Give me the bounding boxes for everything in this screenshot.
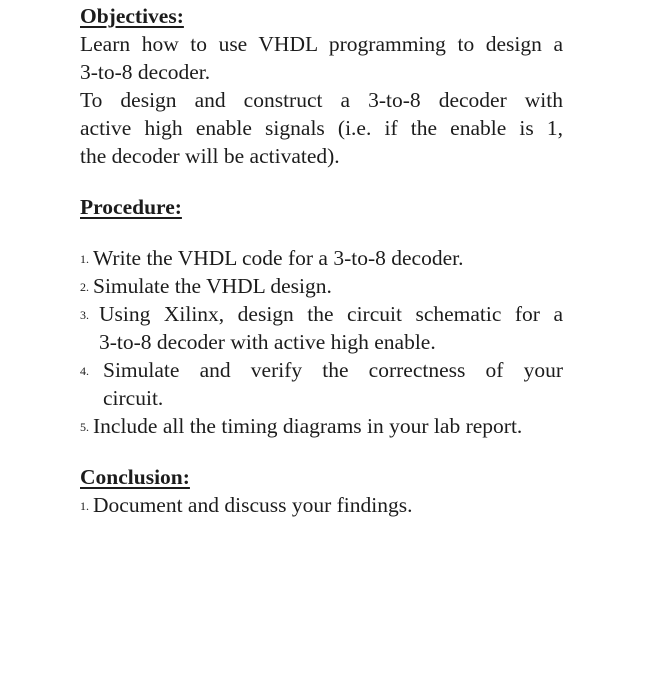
step-text-continued: circuit. xyxy=(103,386,164,410)
step-text: Simulate the VHDL design. xyxy=(93,274,332,298)
step-number: 1. xyxy=(80,252,89,266)
objectives-heading: Objectives: xyxy=(80,4,184,28)
objectives-line: active high enable signals (i.e. if the enable is 1, xyxy=(80,116,563,140)
conclusion-heading: Conclusion: xyxy=(80,465,190,489)
step-text: Simulate and verify the correctness of your xyxy=(103,358,563,382)
objectives-line: Learn how to use VHDL programming to design a xyxy=(80,32,563,56)
objectives-line: the decoder will be activated). xyxy=(80,144,340,168)
procedure-step xyxy=(80,244,563,272)
step-text: Include all the timing diagrams in your lab report. xyxy=(93,414,523,438)
step-number: 1. xyxy=(80,499,89,513)
procedure-list xyxy=(80,244,563,440)
procedure-step xyxy=(80,412,563,440)
step-number: 3. xyxy=(80,308,89,322)
objectives-line: To design and construct a 3-to-8 decoder with xyxy=(80,88,563,112)
step-text: Write the VHDL code for a 3-to-8 decoder. xyxy=(93,246,464,270)
step-number: 2. xyxy=(80,280,89,294)
conclusion-list xyxy=(80,491,563,519)
step-text: Document and discuss your findings. xyxy=(93,493,413,517)
objectives-body xyxy=(80,30,563,170)
step-text: Using Xilinx, design the circuit schematic for a xyxy=(99,302,563,326)
objectives-line: 3-to-8 decoder. xyxy=(80,60,211,84)
step-number: 5. xyxy=(80,420,89,434)
procedure-step xyxy=(80,300,563,356)
step-number: 4. xyxy=(80,364,89,378)
conclusion-step xyxy=(80,491,563,519)
step-text-continued: 3-to-8 decoder with active high enable. xyxy=(99,330,436,354)
procedure-step xyxy=(80,272,563,300)
procedure-heading: Procedure: xyxy=(80,195,182,219)
procedure-step xyxy=(80,356,563,412)
